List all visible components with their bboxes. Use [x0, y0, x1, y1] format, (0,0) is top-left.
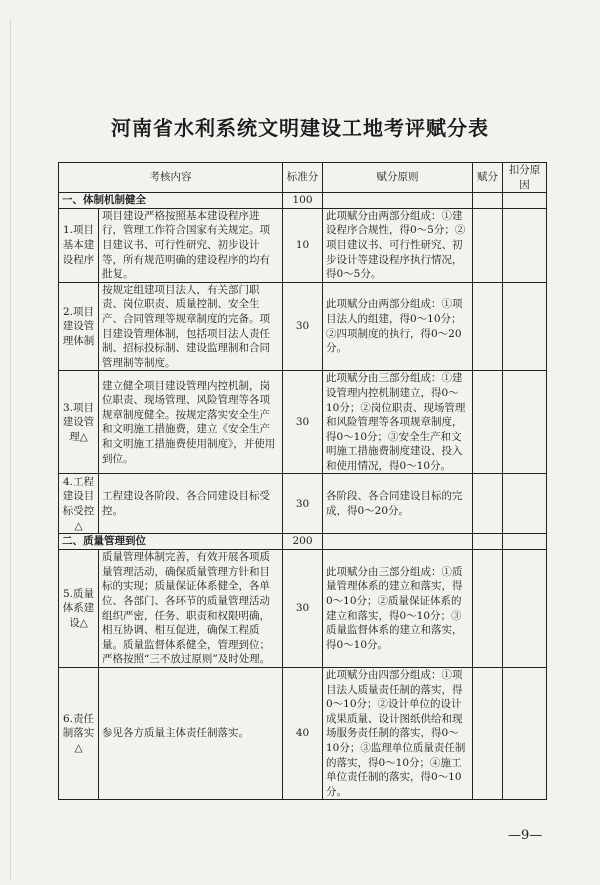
section-score: 200: [283, 534, 323, 550]
header-deduct: 扣分原因: [503, 163, 547, 193]
item-principle: 此项赋分由三部分组成：①建设管理内控机制建立，得0～10分；②岗位职责、现场管理和风险管理等各项规章制度，得0～10分；③安全生产和文明施工措施费制度建设、投入和使用情况，得0～10分。: [323, 371, 473, 474]
evaluation-table: [58, 162, 547, 800]
item-content: 质量管理体制完善，有效开展各项质量管理活动，确保质量管理方针和目标的实现；质量保证体系健全，各单位、各部门、各环节的质量管理活动组织严密，任务、职责和权限明确，相互协调、相互促进，确保工程质量。质量监督体系健全，管理到位；严格按照“三不放过原则”及时处理。: [99, 550, 283, 668]
deduct-cell[interactable]: [503, 474, 547, 534]
deduct-cell[interactable]: [503, 550, 547, 668]
header-standard: 标准分: [283, 163, 323, 193]
scan-edge-line: [10, 20, 11, 880]
table-row: [59, 474, 547, 534]
item-principle: 此项赋分由四部分组成：①项目法人质量责任制的落实，得0～10分；②设计单位的设计成果质量、设计图纸供给和现场服务责任制的落实，得0～10分；③监理单位质量责任制的落实，得0～10分；④施工单位责任制的落实，得0～10分。: [323, 668, 473, 800]
item-score: 30: [283, 474, 323, 534]
item-score: 30: [283, 371, 323, 474]
item-name: 6.责任制落实△: [59, 668, 99, 800]
item-principle: 各阶段、各合同建设目标的完成，得0～20分。: [323, 474, 473, 534]
item-name: 1.项目基本建设程序: [59, 208, 99, 282]
score-cell[interactable]: [473, 550, 503, 668]
score-cell[interactable]: [473, 371, 503, 474]
score-cell[interactable]: [473, 208, 503, 282]
table-row: [59, 550, 547, 668]
header-content: 考核内容: [59, 163, 283, 193]
table-row: [59, 371, 547, 474]
section-row: [59, 534, 547, 550]
item-principle: 此项赋分由两部分组成：①建设程序合规性，得0～5分；②项目建议书、可行性研究、初步设计等建设程序执行情况，得0～5分。: [323, 208, 473, 282]
header-row: [59, 163, 547, 193]
item-principle: 此项赋分由两部分组成：①项目法人的组建，得0～10分；②四项制度的执行，得0～20分。: [323, 282, 473, 371]
item-name: 2.项目建设管理体制: [59, 282, 99, 371]
item-principle: 此项赋分由三部分组成：①质量管理体系的建立和落实，得0～10分；②质量保证体系的建立和落实，得0～10分；③质量监督体系的建立和落实，得0～10分。: [323, 550, 473, 668]
item-name: 5.质量体系建设△: [59, 550, 99, 668]
page-title: 河南省水利系统文明建设工地考评赋分表: [111, 116, 489, 140]
table-row: [59, 208, 547, 282]
header-score: 赋分: [473, 163, 503, 193]
section-row: [59, 193, 547, 209]
deduct-cell[interactable]: [503, 668, 547, 800]
score-cell[interactable]: [473, 282, 503, 371]
item-score: 30: [283, 550, 323, 668]
score-cell[interactable]: [473, 474, 503, 534]
deduct-cell[interactable]: [503, 208, 547, 282]
item-content: 按规定组建项目法人，有关部门职责、岗位职责、质量控制、安全生产、合同管理等规章制度的完备。项目建设管理体制，包括项目法人责任制、招标投标制、建设监理制和合同管理制等制度。: [99, 282, 283, 371]
item-name: 3.项目建设管理△: [59, 371, 99, 474]
section-score: 100: [283, 193, 323, 209]
deduct-cell[interactable]: [503, 282, 547, 371]
item-score: 10: [283, 208, 323, 282]
score-cell[interactable]: [473, 668, 503, 800]
item-content: 建立健全项目建设管理内控机制，岗位职责、现场管理、风险管理等各项规章制度健全。按规定落实安全生产和文明施工措施费，建立《安全生产和文明施工措施费使用制度》，并使用到位。: [99, 371, 283, 474]
section-name: 二、质量管理到位: [59, 534, 283, 550]
deduct-cell[interactable]: [503, 371, 547, 474]
table-row: [59, 668, 547, 800]
item-content: 项目建设严格按照基本建设程序进行，管理工作符合国家有关规定。项目建议书、可行性研究、初步设计等，所有规范明确的建设程序的均有批复。: [99, 208, 283, 282]
page-number: —9—: [508, 828, 543, 843]
section-name: 一、体制机制健全: [59, 193, 283, 209]
table-row: [59, 282, 547, 371]
header-principle: 赋分原则: [323, 163, 473, 193]
item-score: 40: [283, 668, 323, 800]
item-score: 30: [283, 282, 323, 371]
item-content: 参见各方质量主体责任制落实。: [99, 668, 283, 800]
item-name: 4.工程建设目标受控△: [59, 474, 99, 534]
item-content: 工程建设各阶段、各合同建设目标受控。: [99, 474, 283, 534]
